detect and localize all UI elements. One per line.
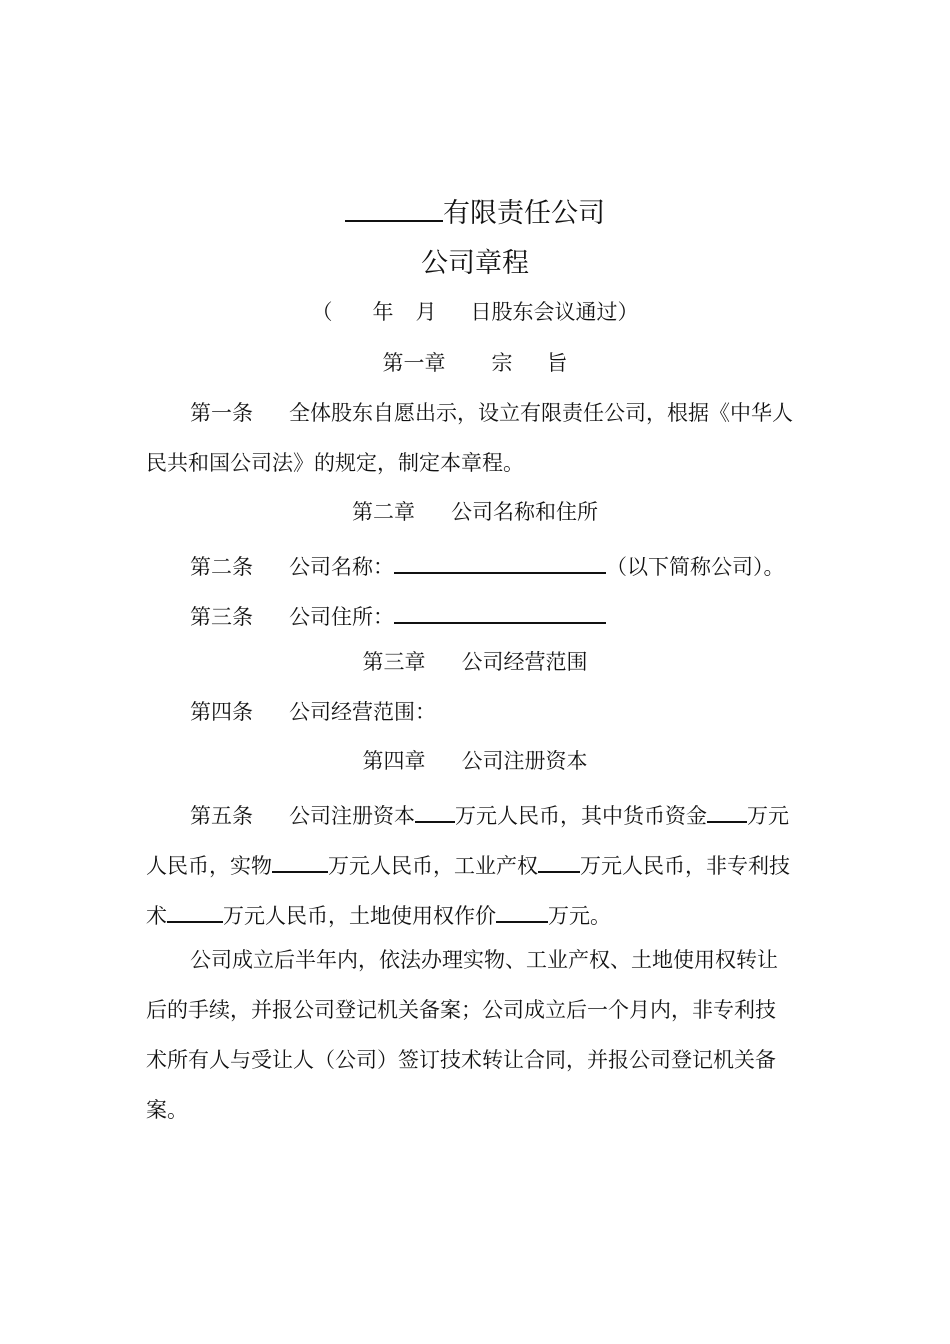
industrial-property-field[interactable] — [538, 847, 580, 873]
article-5-line-3: 术 万元人民币，土地使用权作价 万元。 — [146, 897, 611, 930]
chapter-4-heading: 第四章 公司注册资本 — [362, 749, 588, 773]
company-name-field[interactable] — [394, 548, 606, 574]
registered-capital-field[interactable] — [415, 797, 455, 823]
non-patent-tech-field[interactable] — [167, 897, 223, 923]
company-suffix: 有限责任公司 — [443, 198, 605, 229]
company-name-blank[interactable] — [345, 196, 443, 222]
chapter-2-heading: 第二章 公司名称和住所 — [352, 500, 598, 524]
in-kind-capital-field[interactable] — [272, 847, 328, 873]
paragraph-line-2: 后的手续，并报公司登记机关备案；公司成立后一个月内，非专利技 — [146, 998, 776, 1022]
article-5: 第五条 公司注册资本 万元人民币，其中货币资金 万元 — [190, 797, 789, 830]
article-4: 第四条 公司经营范围： — [190, 700, 436, 724]
paragraph-line-3: 术所有人与受让人（公司）签订技术转让合同，并报公司登记机关备 — [146, 1048, 776, 1072]
adoption-date-note: （ 年 月 日股东会议通过） — [311, 300, 639, 324]
article-3: 第三条 公司住所： — [190, 598, 606, 631]
document-title: 公司章程 — [421, 248, 529, 279]
chapter-3-heading: 第三章 公司经营范围 — [362, 650, 588, 674]
land-use-right-field[interactable] — [496, 897, 548, 923]
paragraph-line-1: 公司成立后半年内，依法办理实物、工业产权、土地使用权转让 — [190, 948, 778, 972]
cash-capital-field[interactable] — [707, 797, 747, 823]
paragraph-line-4: 案。 — [146, 1098, 188, 1122]
article-1: 第一条 全体股东自愿出示，设立有限责任公司，根据《中华人 — [190, 401, 793, 425]
chapter-1-heading: 第一章 宗 旨 — [382, 351, 568, 375]
company-address-field[interactable] — [394, 598, 606, 624]
article-1-continued: 民共和国公司法》的规定，制定本章程。 — [146, 451, 524, 475]
article-5-line-2: 人民币，实物 万元人民币，工业产权 万元人民币，非专利技 — [146, 847, 790, 880]
company-title — [0, 196, 950, 231]
article-2: 第二条 公司名称： （以下简称公司）。 — [190, 548, 785, 581]
